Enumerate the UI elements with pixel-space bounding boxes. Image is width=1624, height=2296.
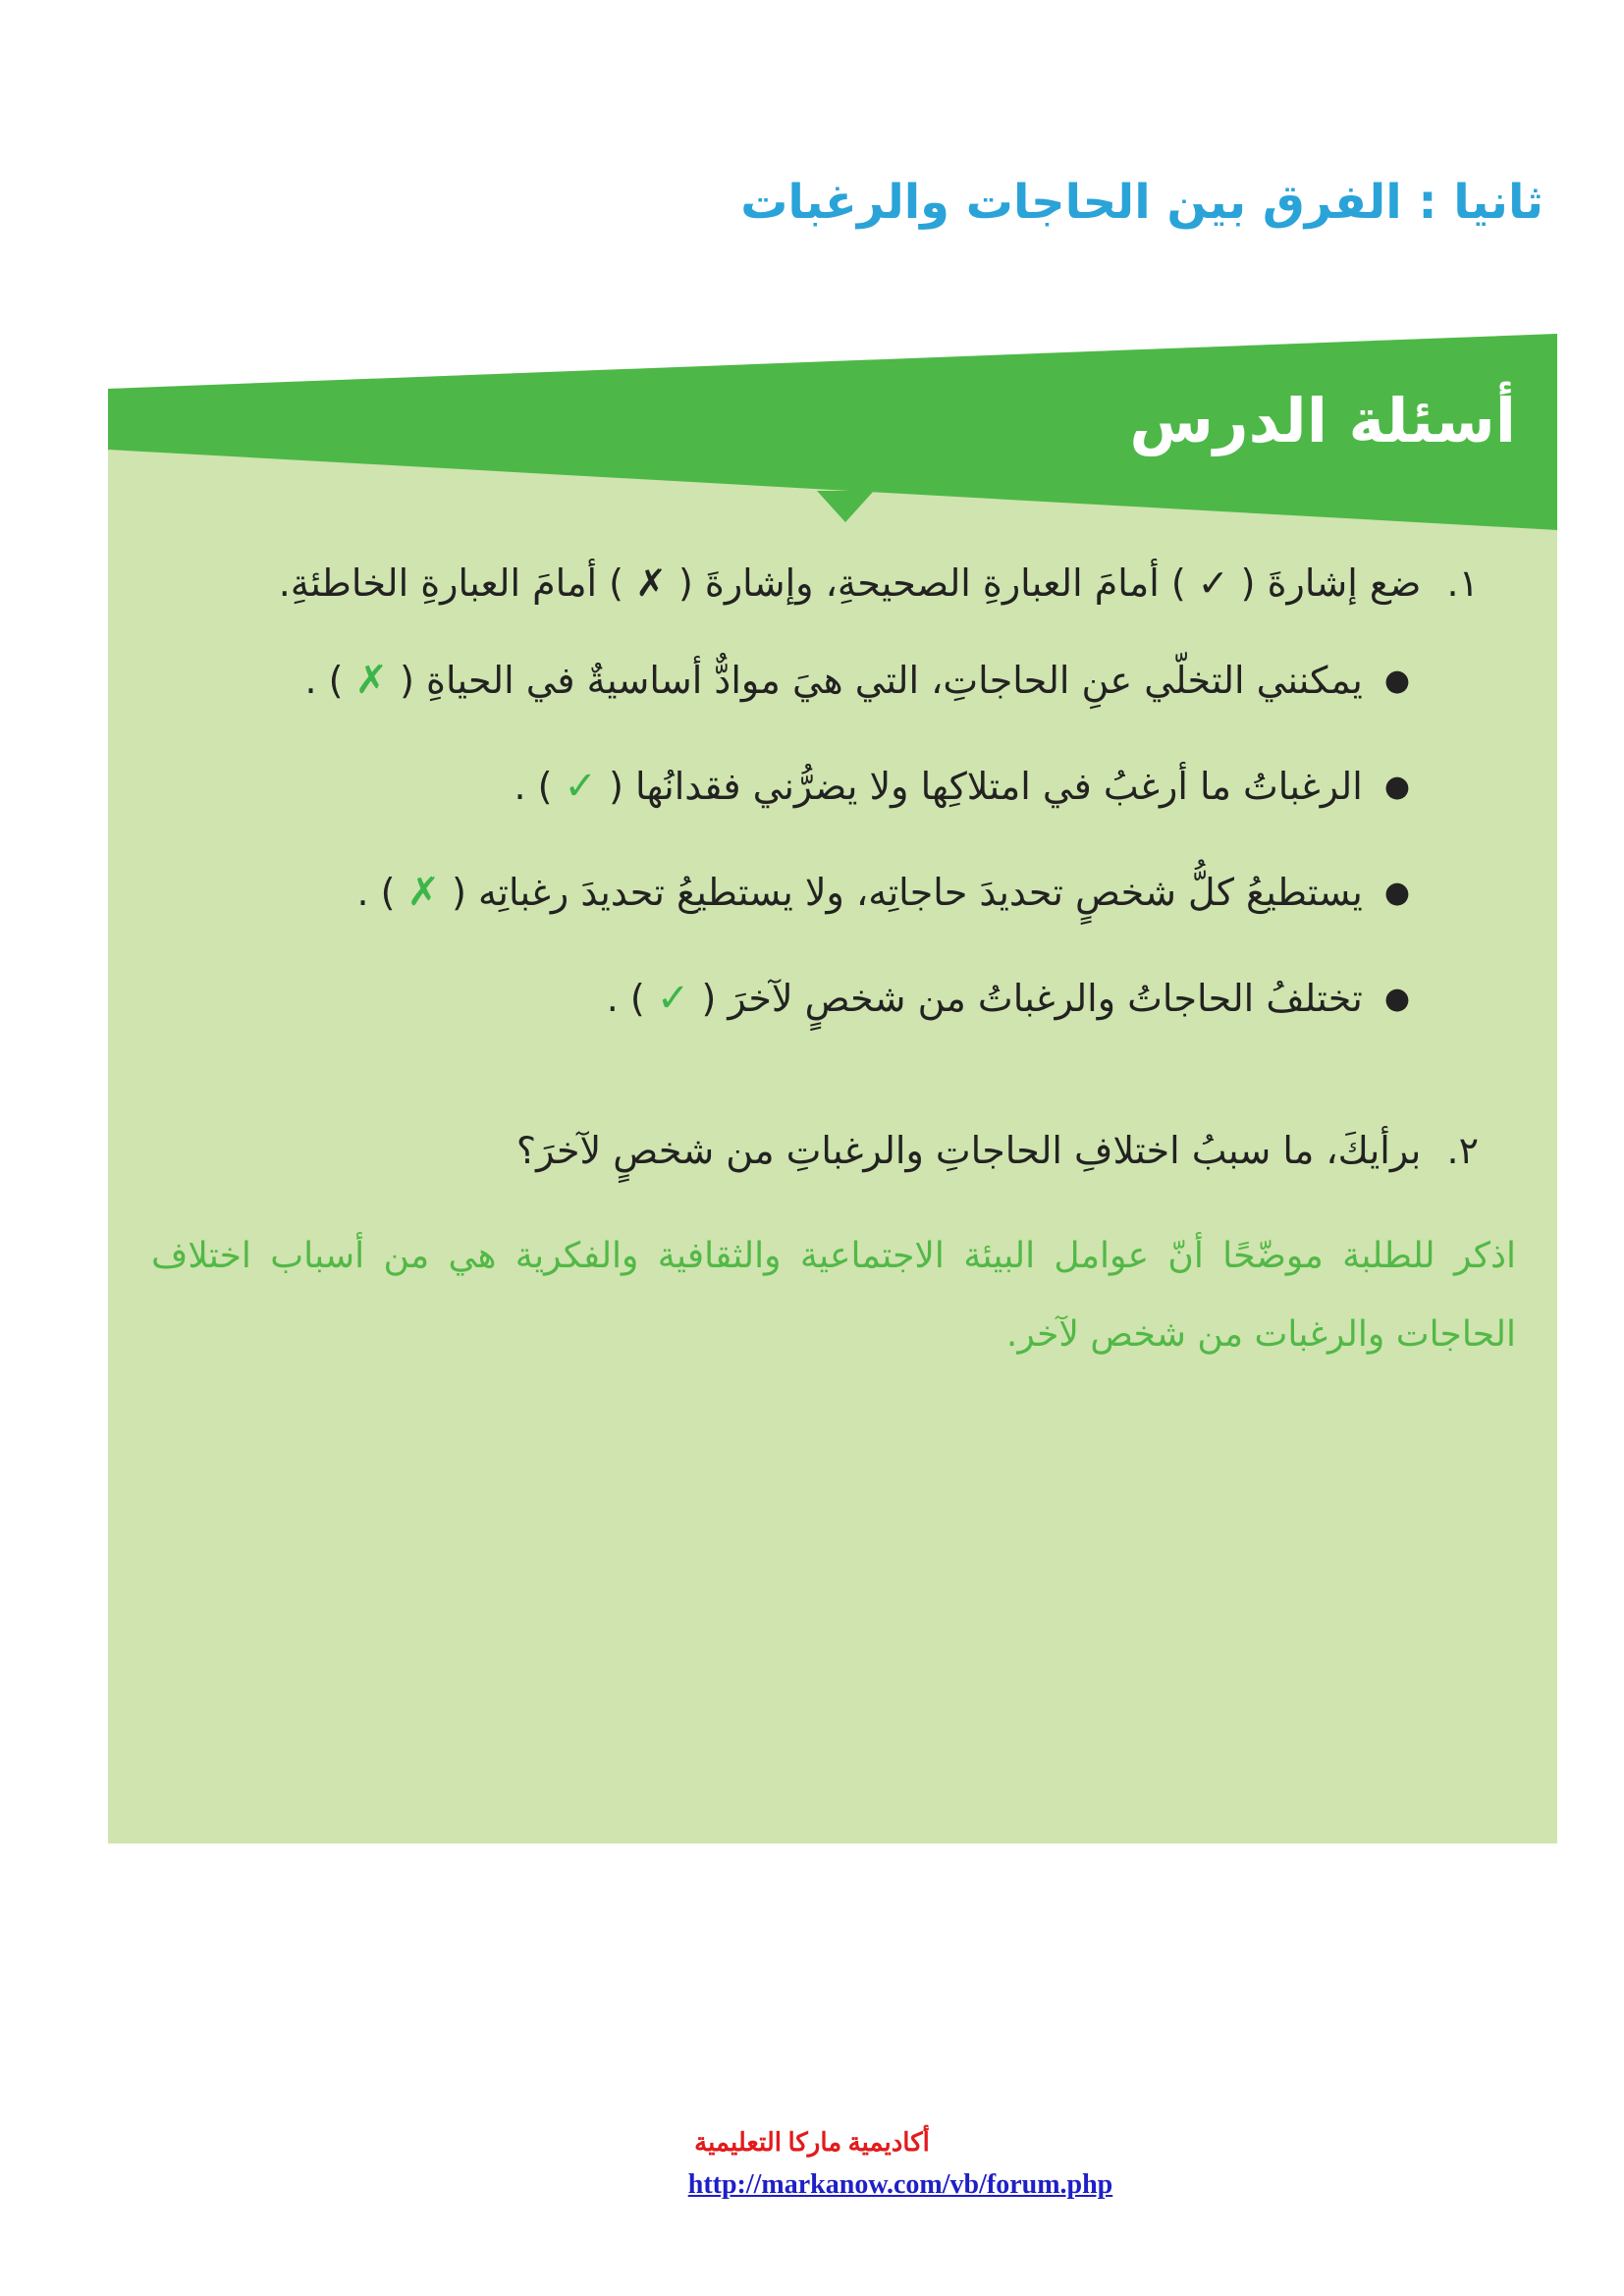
statement-item [304, 870, 1410, 976]
statement-close: ) . [356, 871, 396, 914]
question-text: ضع إشارةَ ( ✓ ) أمامَ العبارةِ الصحيحةِ، وإشارةَ ( ✗ ) أمامَ العبارةِ الخاطئةِ. [278, 561, 1422, 605]
check-mark-icon: ✓ [656, 976, 690, 1021]
lesson-questions-panel [108, 334, 1557, 1843]
statement-item [304, 976, 1410, 1082]
question-text: برأيكَ، ما سببُ اختلافِ الحاجاتِ والرغباتِ من شخصٍ لآخرَ؟ [515, 1129, 1422, 1172]
answer-text: اذكر للطلبة موضّحًا أنّ عوامل البيئة الاجتماعية والثقافية والفكرية هي من أسباب اختلاف الحاجات والرغبات من شخص لآخر. [151, 1236, 1516, 1355]
cross-mark-icon: ✗ [354, 658, 389, 703]
statement-item [304, 658, 1410, 764]
bullet-icon: ● [1383, 982, 1410, 1016]
statement-list [304, 658, 1410, 1082]
question-2 [516, 1129, 1479, 1172]
statement-close: ) . [304, 659, 344, 702]
bullet-icon: ● [1383, 770, 1410, 804]
question-number: ٢. [1446, 1129, 1479, 1172]
statement-text: الرغباتُ ما أرغبُ في امتلاكِها ولا يضرُّني فقدانُها ( [609, 765, 1363, 808]
panel-background [108, 334, 1557, 1843]
section-title: ثانيا : الفرق بين الحاجات والرغبات [740, 175, 1543, 230]
statement-close: ) . [514, 765, 553, 808]
statement-text: يستطيعُ كلُّ شخصٍ تحديدَ حاجاتِه، ولا يستطيعُ تحديدَ رغباتِه ( [452, 871, 1363, 914]
panel-heading: أسئلة الدرس [1129, 385, 1516, 456]
statement-text: تختلفُ الحاجاتُ والرغباتُ من شخصٍ لآخرَ ( [701, 977, 1363, 1020]
question-1 [279, 561, 1479, 605]
cross-mark-icon: ✗ [406, 870, 441, 915]
statement-text: يمكنني التخلّي عنِ الحاجاتِ، التي هيَ موادٌّ أساسيةٌ في الحياةِ ( [400, 659, 1363, 702]
bullet-icon: ● [1383, 664, 1410, 698]
question-number: ١. [1446, 561, 1479, 605]
bullet-icon: ● [1383, 876, 1410, 910]
statement-item [304, 764, 1410, 870]
panel-body [108, 334, 1557, 1843]
statement-close: ) . [606, 977, 645, 1020]
check-mark-icon: ✓ [564, 764, 598, 809]
footer-link-text[interactable]: http://markanow.com/vb/forum.php [687, 2169, 1113, 2200]
footer-title: أكاديمية ماركا التعليمية [694, 2128, 930, 2157]
footer-link[interactable] [0, 2169, 1624, 2201]
